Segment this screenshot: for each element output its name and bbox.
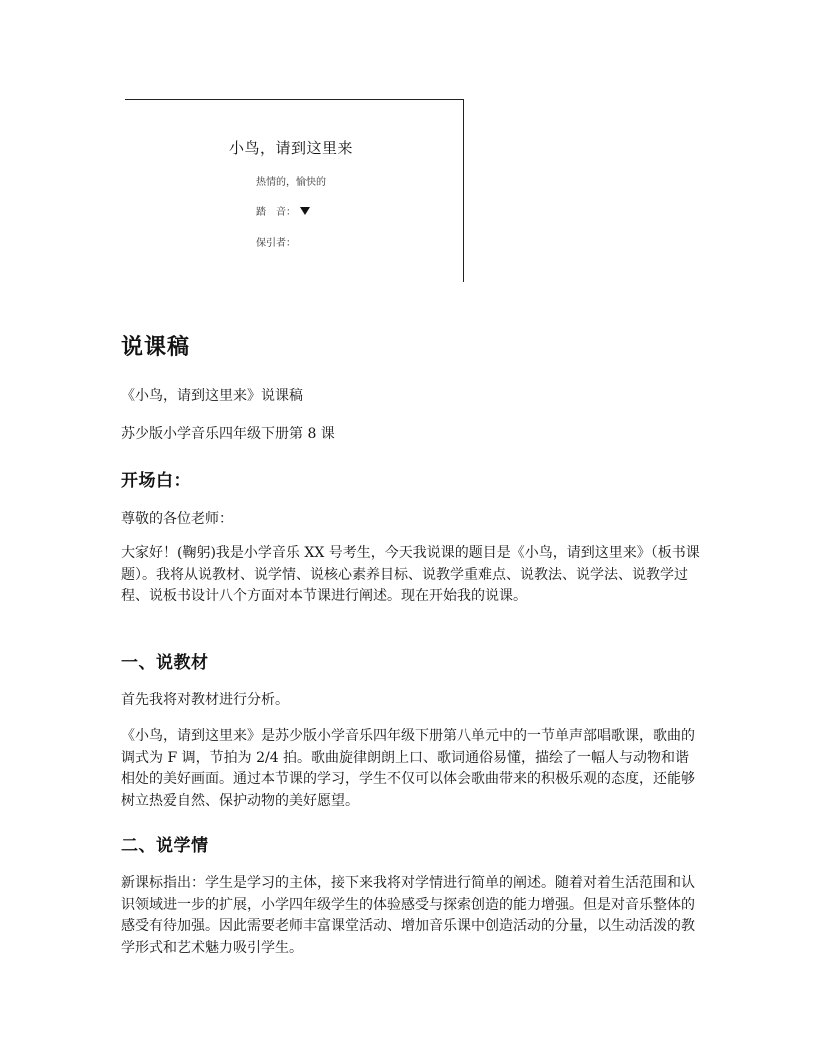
section2-body: 新课标指出：学生是学习的主体，接下来我将对学情进行简单的阐述。随着对着生活范围和认识领域进一步的扩展，小学四年级学生的体验感受与探索创造的能力增强。但是对音乐整体的感受有待加强。因此需要老师丰富课堂活动、增加音乐课中创造活动的分量，以生动活泼的教学形式和艺术魅力吸引学生。 — [121, 875, 695, 956]
section1-intro: 首先我将对教材进行分析。 — [121, 692, 289, 708]
opening-heading: 开场白： — [121, 471, 191, 491]
section1-heading: 一、说教材 — [121, 653, 209, 673]
section2-heading: 二、说学情 — [121, 836, 209, 856]
document-title: 说课稿 — [121, 334, 191, 360]
opening-body: 大家好！(鞠躬)我是小学音乐 XX 号考生，今天我说课的题目是《小鸟，请到这里来》（板书课题）。我将从说教材、说学情、说核心素养目标、说教学重难点、说教法、说学法、说教学过程、说板书设计八个方面对本节课进行阐述。现在开始我的说课。 — [121, 545, 700, 604]
edition-line: 苏少版小学音乐四年级下册第 8 课 — [121, 426, 335, 442]
triangle-down-icon — [300, 207, 310, 215]
score-author: 保引者： — [256, 238, 296, 249]
score-border-right — [463, 99, 464, 282]
score-mood: 热情的，愉快的 — [256, 177, 326, 188]
score-key-label: 踏 音： — [256, 207, 296, 218]
score-key-row — [256, 203, 310, 218]
score-song-title: 小鸟，请到这里来 — [229, 139, 354, 157]
section1-body: 《小鸟，请到这里来》是苏少版小学音乐四年级下册第八单元中的一节单声部唱歌课，歌曲的调式为 F 调，节拍为 2/4 拍。歌曲旋律朗朗上口、歌词通俗易懂，描绘了一幅人与动物和谐相处的美好画面。通过本节课的学习，学生不仅可以体会歌曲带来的积极乐观的态度，还能够树立热爱自然、保护动物的美好愿望。 — [121, 728, 695, 809]
score-image-crop — [122, 99, 464, 282]
opening-greeting: 尊敬的各位老师： — [121, 511, 233, 527]
score-border-top — [125, 99, 464, 100]
subtitle: 《小鸟，请到这里来》说课稿 — [121, 388, 303, 404]
